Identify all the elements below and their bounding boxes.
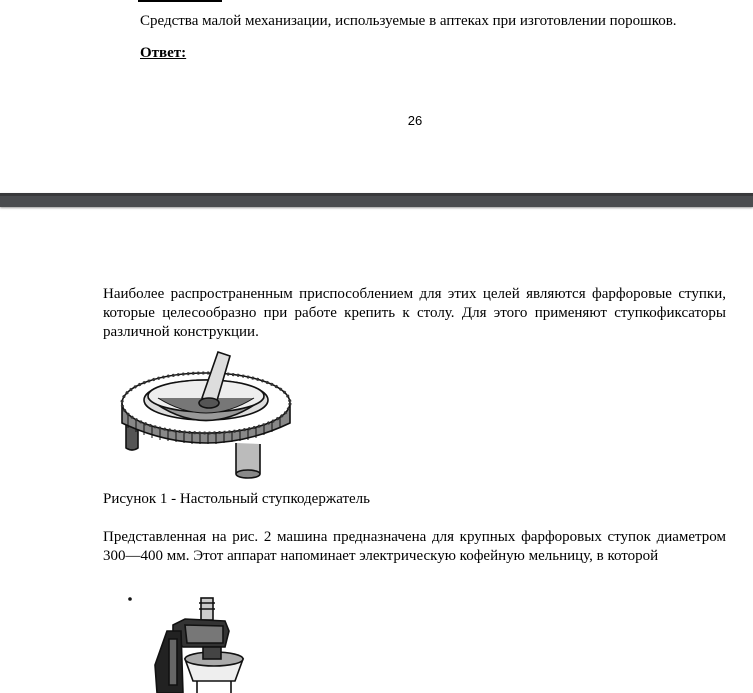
top-rule: [138, 0, 222, 2]
page-separator: [0, 193, 753, 207]
paragraph-1: Наиболее распространенным приспособлением для этих целей являются фарфоровые ступки, которые целесообразно при работе крепить к столу. Для этого применяют ступкофиксаторы различной конструкции.: [103, 286, 726, 340]
mortar-machine-figure: [125, 595, 250, 693]
paragraph-2: Представленная на рис. 2 машина предназначена для крупных фарфоровых ступок диаметром 300—400 мм. Этот аппарат напоминает электрическую кофейную мельницу, в которой: [103, 529, 726, 564]
question-text: Средства малой механизации, используемые в аптеках при изготовлении порошков.: [140, 13, 677, 29]
mortar-holder-figure: [118, 348, 293, 483]
figure-1-caption: Рисунок 1 - Настольный ступкодержатель: [103, 491, 371, 507]
answer-label: Ответ:: [140, 45, 187, 61]
page-number: 26: [407, 113, 423, 128]
